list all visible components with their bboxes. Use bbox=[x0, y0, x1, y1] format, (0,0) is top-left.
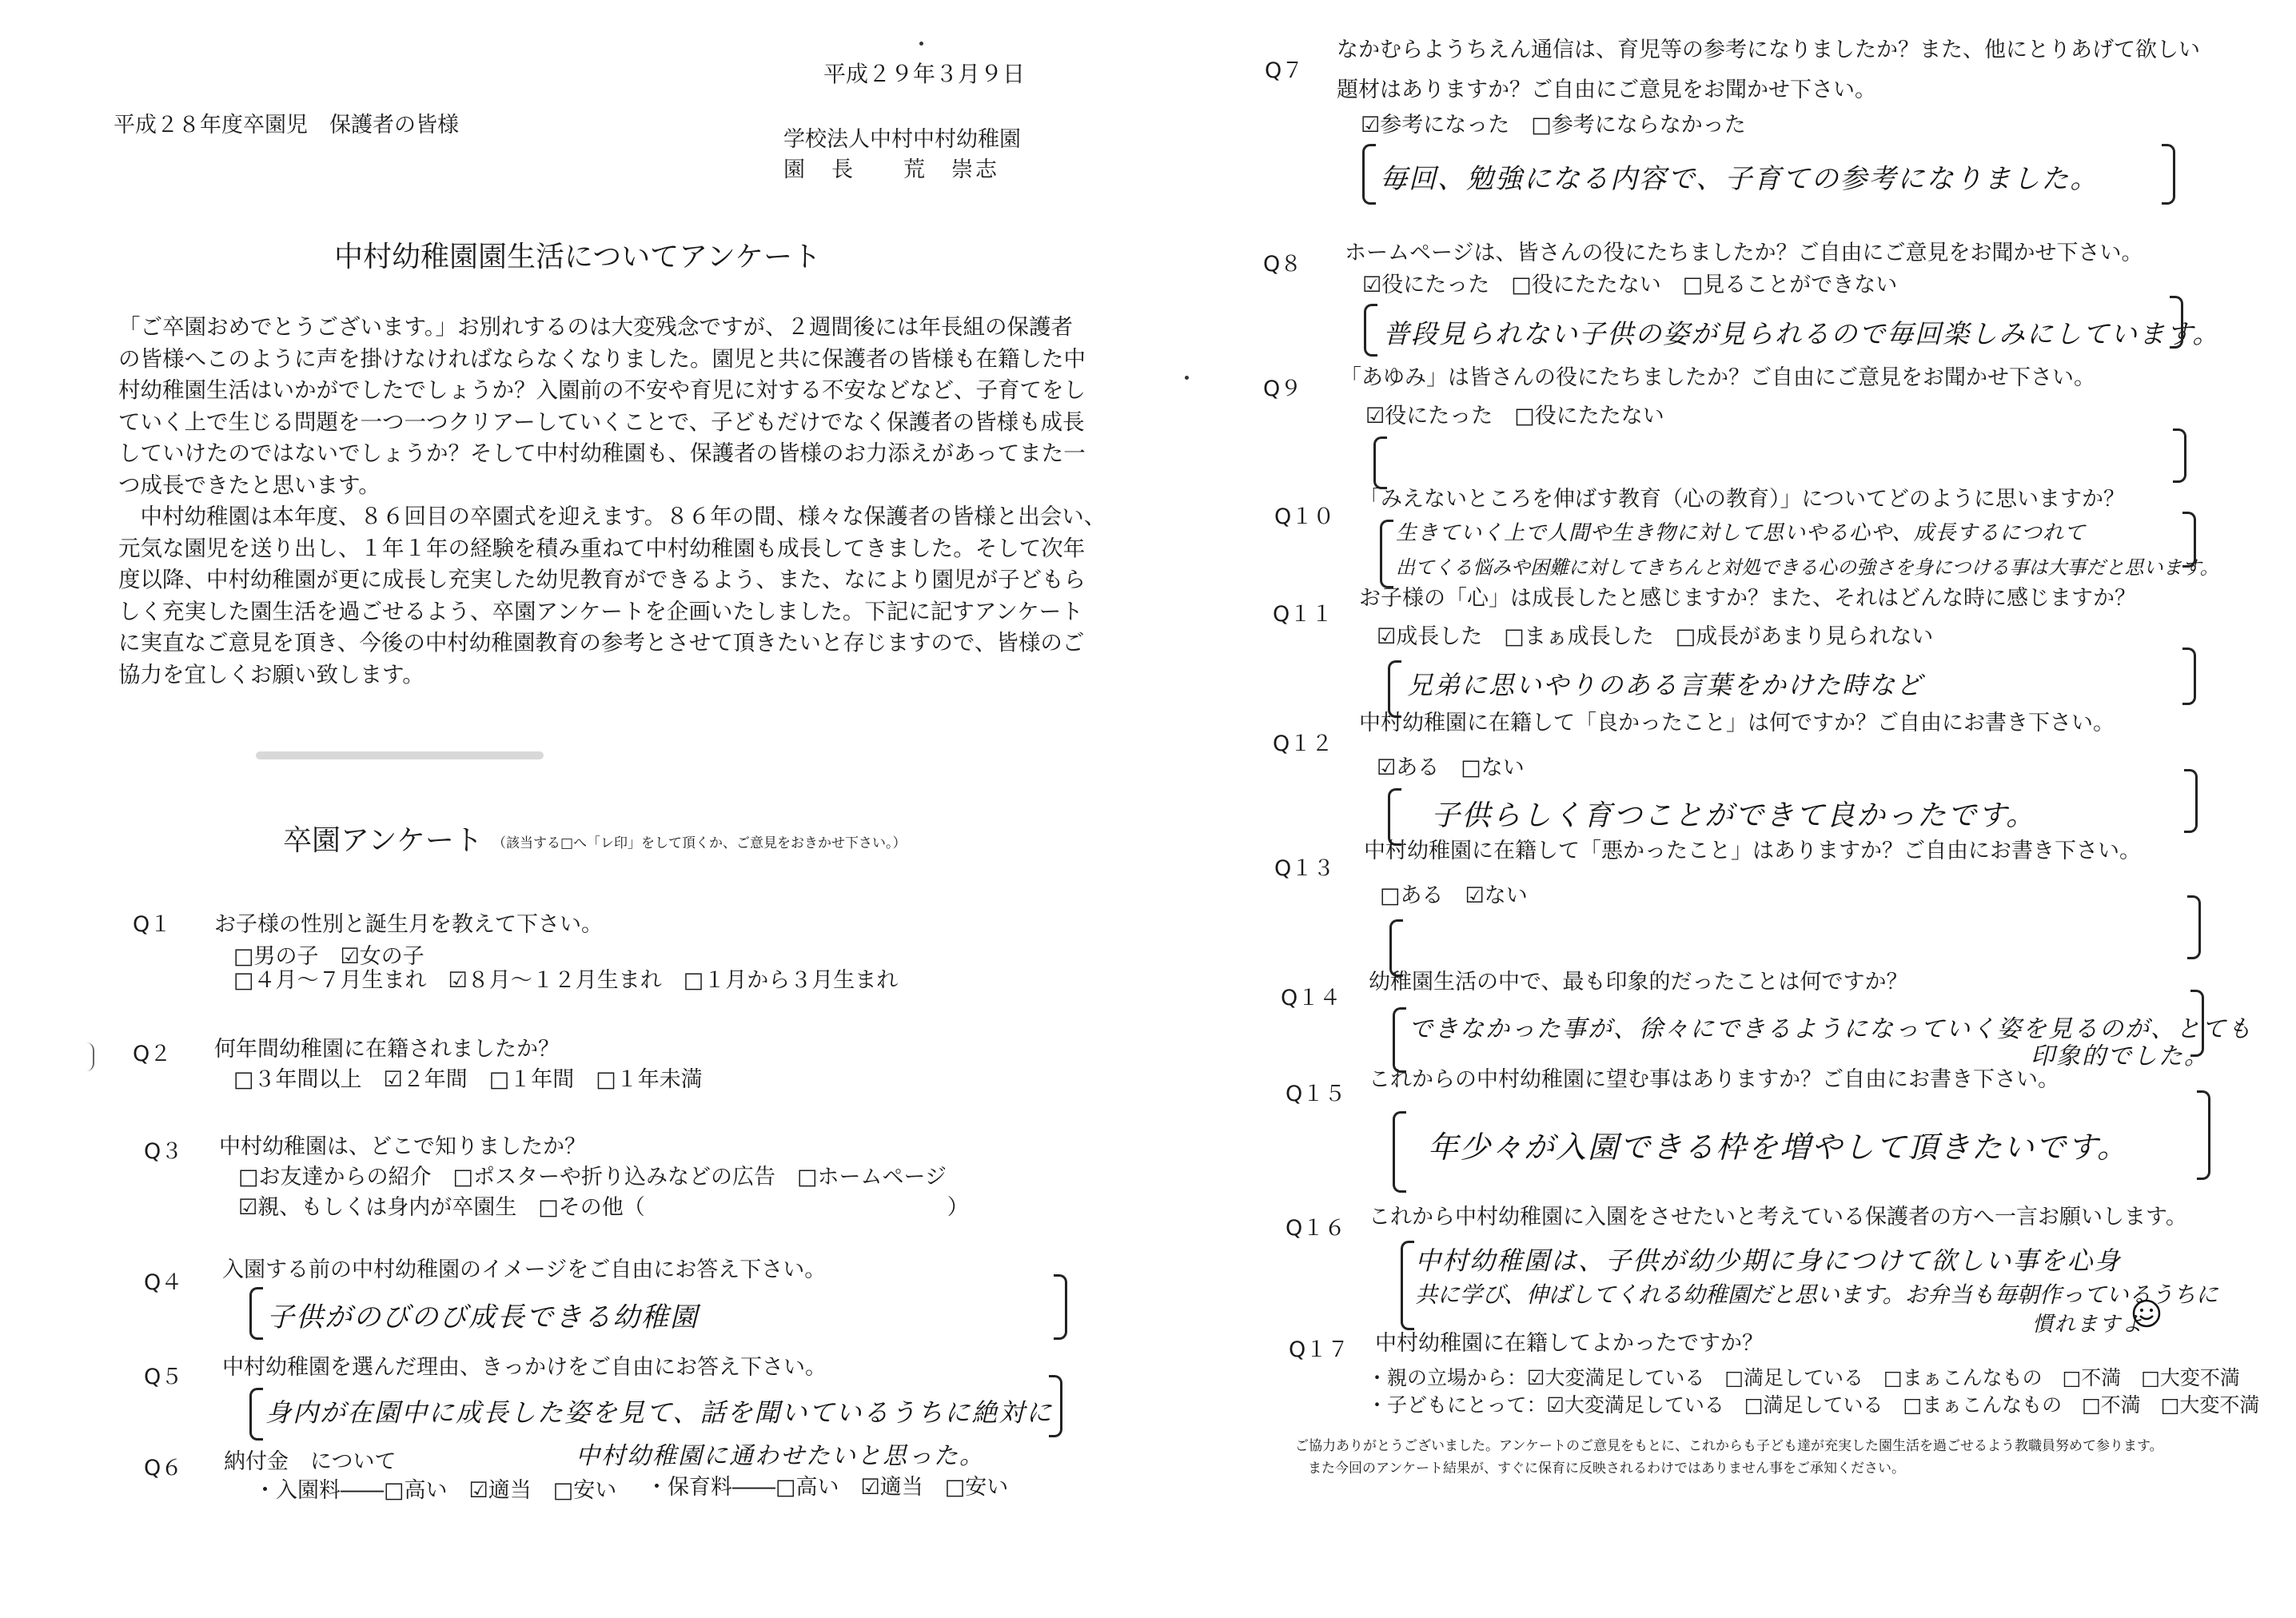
q15-bracket-left bbox=[1393, 1111, 1406, 1193]
q12-bracket-right bbox=[2184, 769, 2198, 833]
intro-line: していけたのではないでしょうか？そして中村幼稚園も、保護者の皆様のお力添えがあってまた一 bbox=[118, 440, 1086, 466]
intro-line: の皆様へこのように声を掛けなければならなくなりました。園児と共に保護者の皆様も在籍した中 bbox=[118, 345, 1086, 372]
q2-options[interactable]: □３年間以上 ☑２年間 □１年間 □１年未満 bbox=[233, 1067, 703, 1092]
q8-options[interactable]: ☑役にたった □役にたたない □見ることができない bbox=[1362, 273, 1898, 297]
q1-options-birth[interactable]: □４月～７月生まれ ☑８月～１２月生まれ □１月から３月生まれ bbox=[233, 968, 899, 993]
intro-line: しく充実した園生活を過ごせるよう、卒園アンケートを企画いたしました。下記に記すアンケート bbox=[118, 598, 1083, 624]
q9-options[interactable]: ☑役にたった □役にたたない bbox=[1365, 404, 1664, 428]
q11-bracket-right bbox=[2182, 648, 2196, 705]
q12-options[interactable]: ☑ある □ない bbox=[1377, 755, 1525, 780]
principal-name: 園 長 荒 崇志 bbox=[783, 157, 999, 182]
q12-text: 中村幼稚園に在籍して「良かったこと」は何ですか？ご自由にお書き下さい。 bbox=[1359, 711, 2115, 735]
q8-answer[interactable]: 普段見られない子供の姿が見られるので毎回楽しみにしています。 bbox=[1383, 318, 2221, 349]
q10-answer-line1[interactable]: 生きていく上で人間や生き物に対して思いやる心や、成長するにつれて bbox=[1396, 521, 2086, 545]
q5-answer-line2[interactable]: 中村幼稚園に通わせたいと思った。 bbox=[576, 1442, 985, 1470]
addressee: 平成２８年度卒園児 保護者の皆様 bbox=[114, 113, 459, 137]
q15-bracket-right bbox=[2197, 1090, 2210, 1180]
survey-heading: 卒園アンケート bbox=[283, 824, 483, 857]
q10-bracket-left bbox=[1380, 520, 1393, 588]
q4-number: Q４ bbox=[144, 1270, 183, 1295]
q16-answer-line1[interactable]: 中村幼稚園は、子供が幼少期に身につけて欲しい事を心身 bbox=[1415, 1245, 2122, 1276]
q14-bracket-left bbox=[1393, 1007, 1406, 1073]
q17-number: Q１７ bbox=[1289, 1337, 1349, 1362]
school-name: 学校法人中村中村幼稚園 bbox=[783, 127, 1021, 152]
q14-answer-line2[interactable]: 印象的でした。 bbox=[2031, 1042, 2210, 1070]
page-title: 中村幼稚園園生活についてアンケート bbox=[334, 241, 822, 273]
q12-number: Q１２ bbox=[1273, 731, 1333, 756]
q5-text: 中村幼稚園を選んだ理由、きっかけをご自由にお答え下さい。 bbox=[222, 1355, 827, 1380]
q11-text: お子様の「心」は成長したと感じますか？また、それはどんな時に感じますか？ bbox=[1359, 586, 2136, 611]
q7-text-line1: なかむらようちえん通信は、育児等の参考になりましたか？また、他にとりあげて欲しい bbox=[1337, 38, 2200, 62]
q6-options-tuition[interactable]: ・保育料――□高い ☑適当 □安い bbox=[646, 1475, 1009, 1500]
q10-answer-line2[interactable]: 出てくる悩みや困難に対してきちんと対処できる心の強さを身につける事は大事だと思います。 bbox=[1396, 556, 2219, 579]
q17-options-child[interactable]: ・子どもにとって：☑大変満足している □満足している □まぁこんなもの □不満 □大変不満 bbox=[1367, 1393, 2260, 1417]
q7-options[interactable]: ☑参考になった □参考にならなかった bbox=[1361, 113, 1746, 137]
intro-line: 村幼稚園生活はいかがでしたでしょうか？入園前の不安や育児に対する不安などなど、子育てをし bbox=[118, 377, 1086, 403]
q16-bracket-left bbox=[1401, 1241, 1414, 1330]
q7-answer[interactable]: 毎回、勉強になる内容で、子育ての参考になりました。 bbox=[1380, 163, 2099, 195]
q1-options-gender[interactable]: □男の子 ☑女の子 bbox=[233, 944, 425, 969]
q7-number: Q７ bbox=[1265, 58, 1304, 83]
q12-answer[interactable]: 子供らしく育つことができて良かったです。 bbox=[1431, 799, 2037, 832]
q13-text: 中村幼稚園に在籍して「悪かったこと」はありますか？ご自由にお書き下さい。 bbox=[1364, 839, 2141, 863]
q6-text: 納付金 について bbox=[224, 1449, 397, 1474]
q10-bracket-right bbox=[2182, 512, 2196, 568]
q1-number: Q１ bbox=[133, 912, 172, 937]
q8-text: ホームページは、皆さんの役にたちましたか？ご自由にご意見をお聞かせ下さい。 bbox=[1345, 241, 2143, 265]
q7-bracket-left bbox=[1362, 144, 1376, 205]
q8-number: Q８ bbox=[1263, 252, 1302, 277]
q7-text-line2: 題材はありますか？ご自由にご意見をお聞かせ下さい。 bbox=[1337, 78, 1876, 102]
q16-answer-line2[interactable]: 共に学び、伸ばしてくれる幼稚園だと思います。お弁当も毎朝作っているうちに bbox=[1415, 1281, 2218, 1308]
q5-bracket-right bbox=[1049, 1375, 1062, 1437]
q13-number: Q１３ bbox=[1274, 856, 1335, 881]
q3-number: Q３ bbox=[144, 1139, 183, 1164]
q14-answer-line1[interactable]: できなかった事が、徐々にできるようになっていく姿を見るのが、とても bbox=[1409, 1015, 2253, 1043]
q5-answer-line1[interactable]: 身内が在園中に成長した姿を見て、話を聞いているうちに絶対に bbox=[265, 1397, 1054, 1428]
q9-text: 「あゆみ」は皆さんの役にたちましたか？ご自由にご意見をお聞かせ下さい。 bbox=[1340, 365, 2095, 390]
q10-text: 「みえないところを伸ばす教育（心の教育）」についてどのように思いますか？ bbox=[1359, 487, 2125, 512]
q9-bracket-right bbox=[2173, 428, 2186, 483]
q15-text: これからの中村幼稚園に望む事はありますか？ご自由にお書き下さい。 bbox=[1369, 1067, 2059, 1092]
q10-number: Q１０ bbox=[1274, 504, 1335, 529]
q4-text: 入園する前の中村幼稚園のイメージをご自由にお答え下さい。 bbox=[222, 1257, 827, 1282]
q13-options[interactable]: □ある ☑ない bbox=[1380, 883, 1528, 908]
q3-options-2[interactable]: ☑親、もしくは身内が卒園生 □その他（ ） bbox=[238, 1195, 969, 1220]
q16-number: Q１６ bbox=[1286, 1216, 1346, 1241]
intro-line: つ成長できたと思います。 bbox=[118, 472, 381, 498]
q8-bracket-right bbox=[2170, 296, 2183, 349]
survey-instruction: （該当する□へ「レ印」をして頂くか、ご意見をおきかせ下さい。） bbox=[492, 835, 907, 851]
q9-bracket-left bbox=[1373, 436, 1387, 489]
q7-bracket-right bbox=[2162, 144, 2175, 205]
q16-text: これから中村幼稚園に入園をさせたいと考えている保護者の方へ一言お願いします。 bbox=[1369, 1205, 2187, 1229]
intro-line: に実直なご意見を頂き、今後の中村幼稚園教育の参考とさせて頂きたいと存じますので、皆様のご bbox=[118, 630, 1085, 656]
q5-number: Q５ bbox=[144, 1365, 183, 1389]
q15-number: Q１５ bbox=[1286, 1082, 1346, 1106]
intro-line: 中村幼稚園は本年度、８６回目の卒園式を迎えます。８６年の間、様々な保護者の皆様と出会い、 bbox=[118, 504, 1106, 529]
intro-paragraph bbox=[118, 312, 1106, 691]
intro-line: 度以降、中村幼稚園が更に成長し充実した幼児教育ができるよう、また、なにより園児が子どもら bbox=[118, 567, 1086, 592]
q1-text: お子様の性別と誕生月を教えて下さい。 bbox=[214, 912, 603, 937]
q6-options-admission[interactable]: ・入園料――□高い ☑適当 □安い bbox=[254, 1478, 617, 1503]
q14-number: Q１４ bbox=[1281, 986, 1341, 1010]
q8-bracket-left bbox=[1364, 304, 1377, 357]
q6-number: Q６ bbox=[144, 1456, 183, 1481]
q17-text: 中村幼稚園に在籍してよかったですか？ bbox=[1375, 1331, 1764, 1356]
q4-bracket-left bbox=[249, 1287, 263, 1340]
q11-options[interactable]: ☑成長した □まぁ成長した □成長があまり見られない bbox=[1377, 624, 1934, 649]
q9-number: Q９ bbox=[1263, 377, 1302, 401]
smiley-icon bbox=[2131, 1298, 2162, 1332]
q17-options-parent[interactable]: ・親の立場から：☑大変満足している □満足している □まぁこんなもの □不満 □大変不満 bbox=[1367, 1366, 2240, 1389]
q13-bracket-right bbox=[2187, 895, 2201, 959]
q3-options-1[interactable]: □お友達からの紹介 □ポスターや折り込みなどの広告 □ホームページ bbox=[238, 1165, 947, 1190]
scan-smudge bbox=[256, 751, 544, 759]
q3-text: 中村幼稚園は、どこで知りましたか？ bbox=[219, 1134, 586, 1159]
q14-bracket-right bbox=[2190, 990, 2204, 1057]
intro-line: 協力を宜しくお願い致します。 bbox=[118, 661, 425, 687]
intro-line: ていく上で生じる問題を一つ一つクリアーしていくことで、子どもだけでなく保護者の皆様も成長 bbox=[118, 408, 1085, 435]
q14-text: 幼稚園生活の中で、最も印象的だったことは何ですか？ bbox=[1369, 970, 1908, 994]
footer-note: また今回のアンケート結果が、すぐに保育に反映されるわけではありません事をご承知ください。 bbox=[1308, 1461, 1905, 1477]
scan-dot bbox=[1185, 376, 1189, 380]
q4-bracket-right bbox=[1054, 1274, 1067, 1340]
intro-line: 「ご卒園おめでとうございます。」お別れするのは大変残念ですが、２週間後には年長組の保護者 bbox=[118, 314, 1074, 340]
q16-answer-line3[interactable]: 慣れますよ bbox=[2032, 1313, 2145, 1337]
q15-answer[interactable]: 年少々が入園できる枠を増やして頂きたいです。 bbox=[1428, 1130, 2129, 1165]
binding-mark bbox=[86, 1042, 94, 1071]
q11-number: Q１１ bbox=[1273, 602, 1333, 627]
footer-thanks: ご協力ありがとうございました。アンケートのご意見をもとに、これからも子ども達が充実した園生活を過ごせるよう教職員努めて参ります。 bbox=[1295, 1438, 2163, 1454]
q4-answer[interactable]: 子供がのびのび成長できる幼稚園 bbox=[267, 1301, 699, 1333]
document-date: 平成２９年３月９日 bbox=[823, 61, 1026, 87]
q11-answer[interactable]: 兄弟に思いやりのある言葉をかけた時など bbox=[1407, 670, 1924, 700]
q5-bracket-left bbox=[249, 1388, 263, 1441]
q2-text: 何年間幼稚園に在籍されましたか？ bbox=[214, 1037, 560, 1062]
intro-line: 元気な園児を送り出し、１年１年の経験を積み重ねて中村幼稚園も成長してきました。そして次年 bbox=[118, 535, 1086, 561]
scan-dot bbox=[919, 42, 923, 46]
q2-number: Q２ bbox=[133, 1042, 172, 1066]
